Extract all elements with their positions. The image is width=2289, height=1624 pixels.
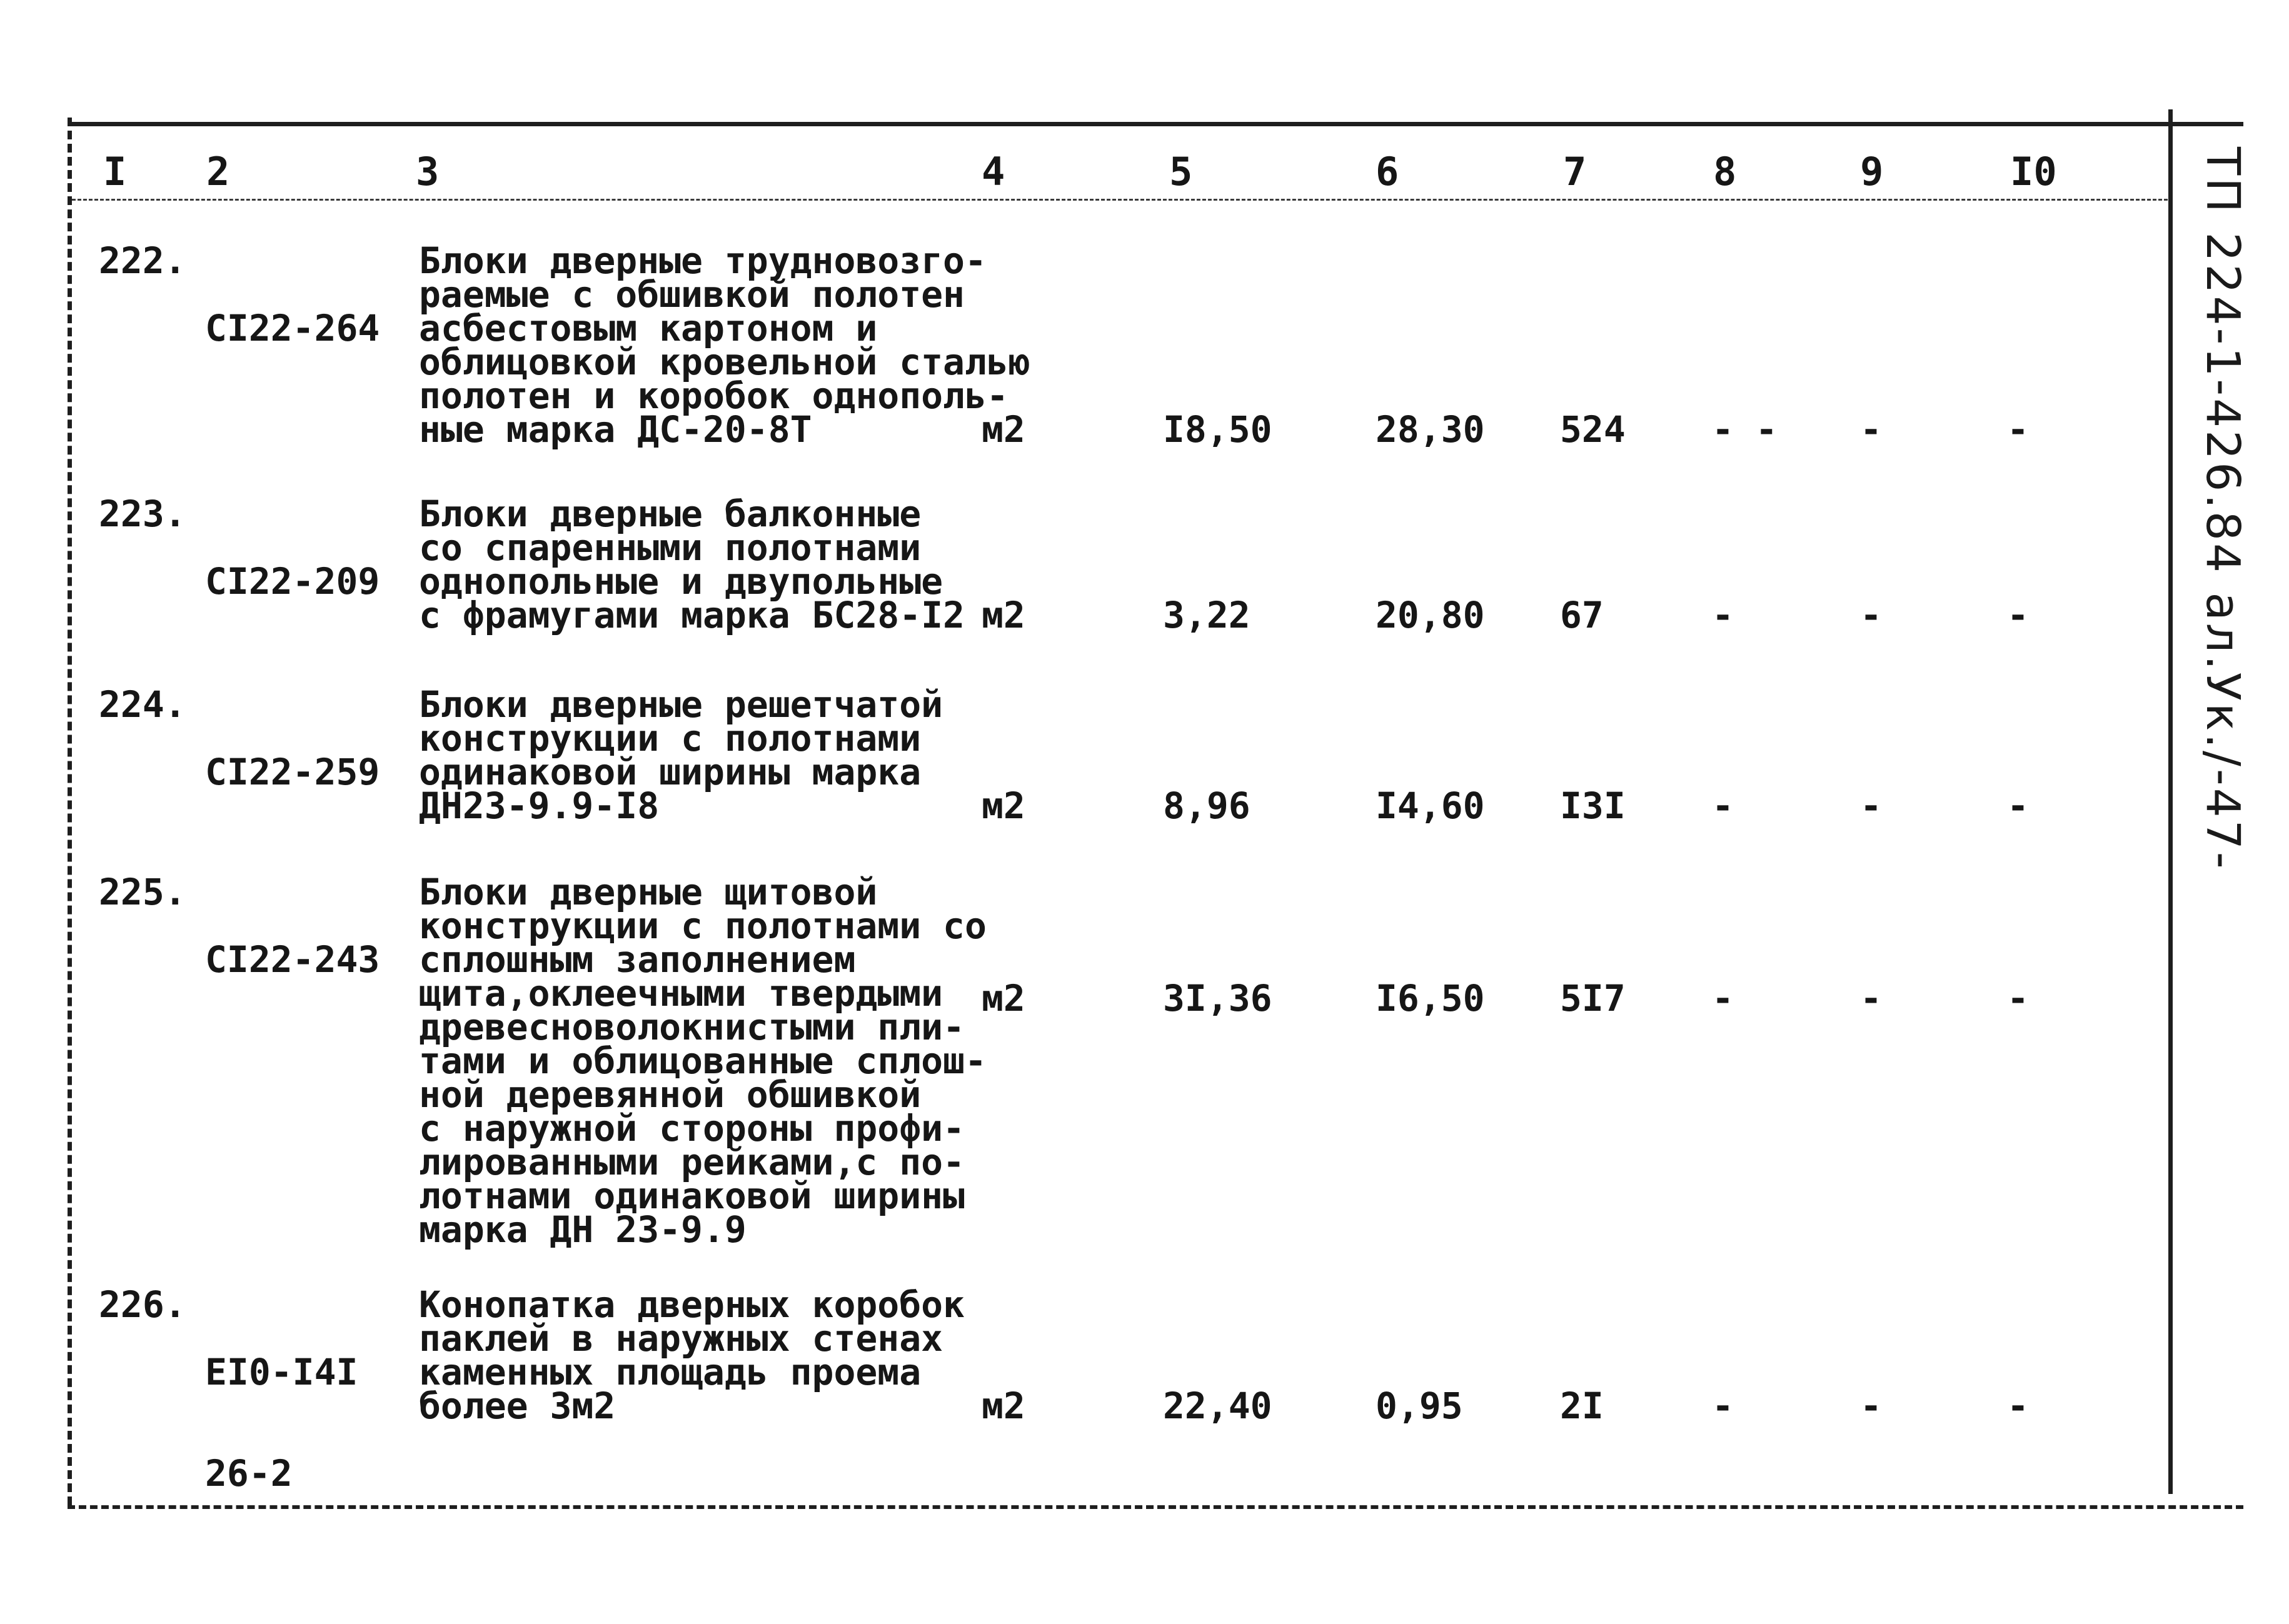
row-code-line: 26-2 [205, 1452, 293, 1495]
row-description: Блоки дверные трудновозго- раемые с обшивкой полотен асбестовым картоном и облицовкой кровельной сталью полотен и коробок однополь- ные марка ДС-20-8Т [419, 239, 1030, 451]
row-col-8: - - [1712, 408, 1778, 451]
frame-left-border [68, 118, 72, 1505]
row-col-6: 28,30 [1376, 408, 1485, 451]
row-col-6: 20,80 [1376, 594, 1485, 636]
side-document-number [2191, 147, 2273, 897]
row-col-5: 3,22 [1163, 594, 1250, 636]
row-number: 222. [99, 239, 186, 282]
row-code-line: ЕI0-I4I [205, 1351, 358, 1393]
row-unit: м2 [982, 1385, 1025, 1427]
header-col-4: 4 [982, 149, 1005, 194]
header-col-5: 5 [1169, 149, 1193, 194]
row-number: 223. [99, 493, 186, 535]
row-unit: м2 [982, 977, 1025, 1020]
row-col-10: - [2007, 1385, 2029, 1427]
row-code-line: СI22-209 [205, 560, 380, 603]
row-code [205, 875, 380, 1044]
row-col-6: I4,60 [1376, 784, 1485, 827]
row-code [205, 688, 380, 856]
row-unit: м2 [982, 408, 1025, 451]
row-col-9: - [1860, 1385, 1882, 1427]
row-col-8: - [1712, 977, 1734, 1020]
frame-bottom-border [68, 1505, 2243, 1509]
row-col-8: - [1712, 784, 1734, 827]
header-divider [72, 199, 2168, 201]
row-code [205, 1288, 358, 1558]
row-col-8: - [1712, 594, 1734, 636]
row-number: 224. [99, 683, 186, 726]
row-col-5: 22,40 [1163, 1385, 1272, 1427]
row-col-10: - [2007, 784, 2029, 827]
header-col-6: 6 [1376, 149, 1399, 194]
row-col-9: - [1860, 594, 1882, 636]
header-col-9: 9 [1860, 149, 1884, 194]
row-col-7: 67 [1560, 594, 1604, 636]
row-description: Блоки дверные решетчатой конструкции с полотнами одинаковой ширины марка ДН23-9.9-I8 [419, 683, 943, 827]
header-col-10: I0 [2010, 149, 2057, 194]
header-col-2: 2 [206, 149, 230, 194]
row-number: 225. [99, 871, 186, 913]
row-col-5: 8,96 [1163, 784, 1250, 827]
row-description: Блоки дверные балконные со спаренными полотнами однопольные и двупольные с фрамугами марка БС28-I2 [419, 493, 965, 636]
row-col-6: 0,95 [1376, 1385, 1463, 1427]
row-col-10: - [2007, 594, 2029, 636]
row-code [205, 244, 380, 413]
row-col-7: 524 [1560, 408, 1626, 451]
row-description: Блоки дверные щитовой конструкции с полотнами со сплошным заполнением щита,оклеечными твердыми древесноволокнистыми пли- тами и облицованные сплош- ной деревянной обшивкой с наружной стороны профи- лированными рейками,с по- лотнами одинаковой ширины марка ДН 23-9.9 [419, 871, 987, 1251]
frame-top-border [68, 122, 2243, 126]
header-col-1: I [103, 149, 127, 194]
frame-right-border [2168, 109, 2173, 1494]
row-col-5: 3I,36 [1163, 977, 1272, 1020]
row-col-9: - [1860, 977, 1882, 1020]
header-col-8: 8 [1713, 149, 1737, 194]
row-code-line: СI22-264 [205, 307, 380, 349]
row-description: Конопатка дверных коробок паклей в наружных стенах каменных площадь проема более 3м2 [419, 1283, 965, 1427]
row-code-line: СI22-259 [205, 751, 380, 793]
row-col-10: - [2007, 408, 2029, 451]
side-document-number-text: ТП 224-1-426.84 ал.Ук./-47- [2196, 147, 2250, 871]
row-unit: м2 [982, 594, 1025, 636]
row-col-10: - [2007, 977, 2029, 1020]
row-code-line: СI22-243 [205, 938, 380, 981]
row-col-7: I3I [1560, 784, 1626, 827]
row-number: 226. [99, 1283, 186, 1326]
header-col-3: 3 [416, 149, 440, 194]
row-col-6: I6,50 [1376, 977, 1485, 1020]
row-code [205, 497, 380, 666]
row-col-7: 2I [1560, 1385, 1604, 1427]
row-col-9: - [1860, 408, 1882, 451]
row-col-9: - [1860, 784, 1882, 827]
row-col-7: 5I7 [1560, 977, 1626, 1020]
row-unit: м2 [982, 784, 1025, 827]
row-col-5: I8,50 [1163, 408, 1272, 451]
row-col-8: - [1712, 1385, 1734, 1427]
header-col-7: 7 [1563, 149, 1587, 194]
